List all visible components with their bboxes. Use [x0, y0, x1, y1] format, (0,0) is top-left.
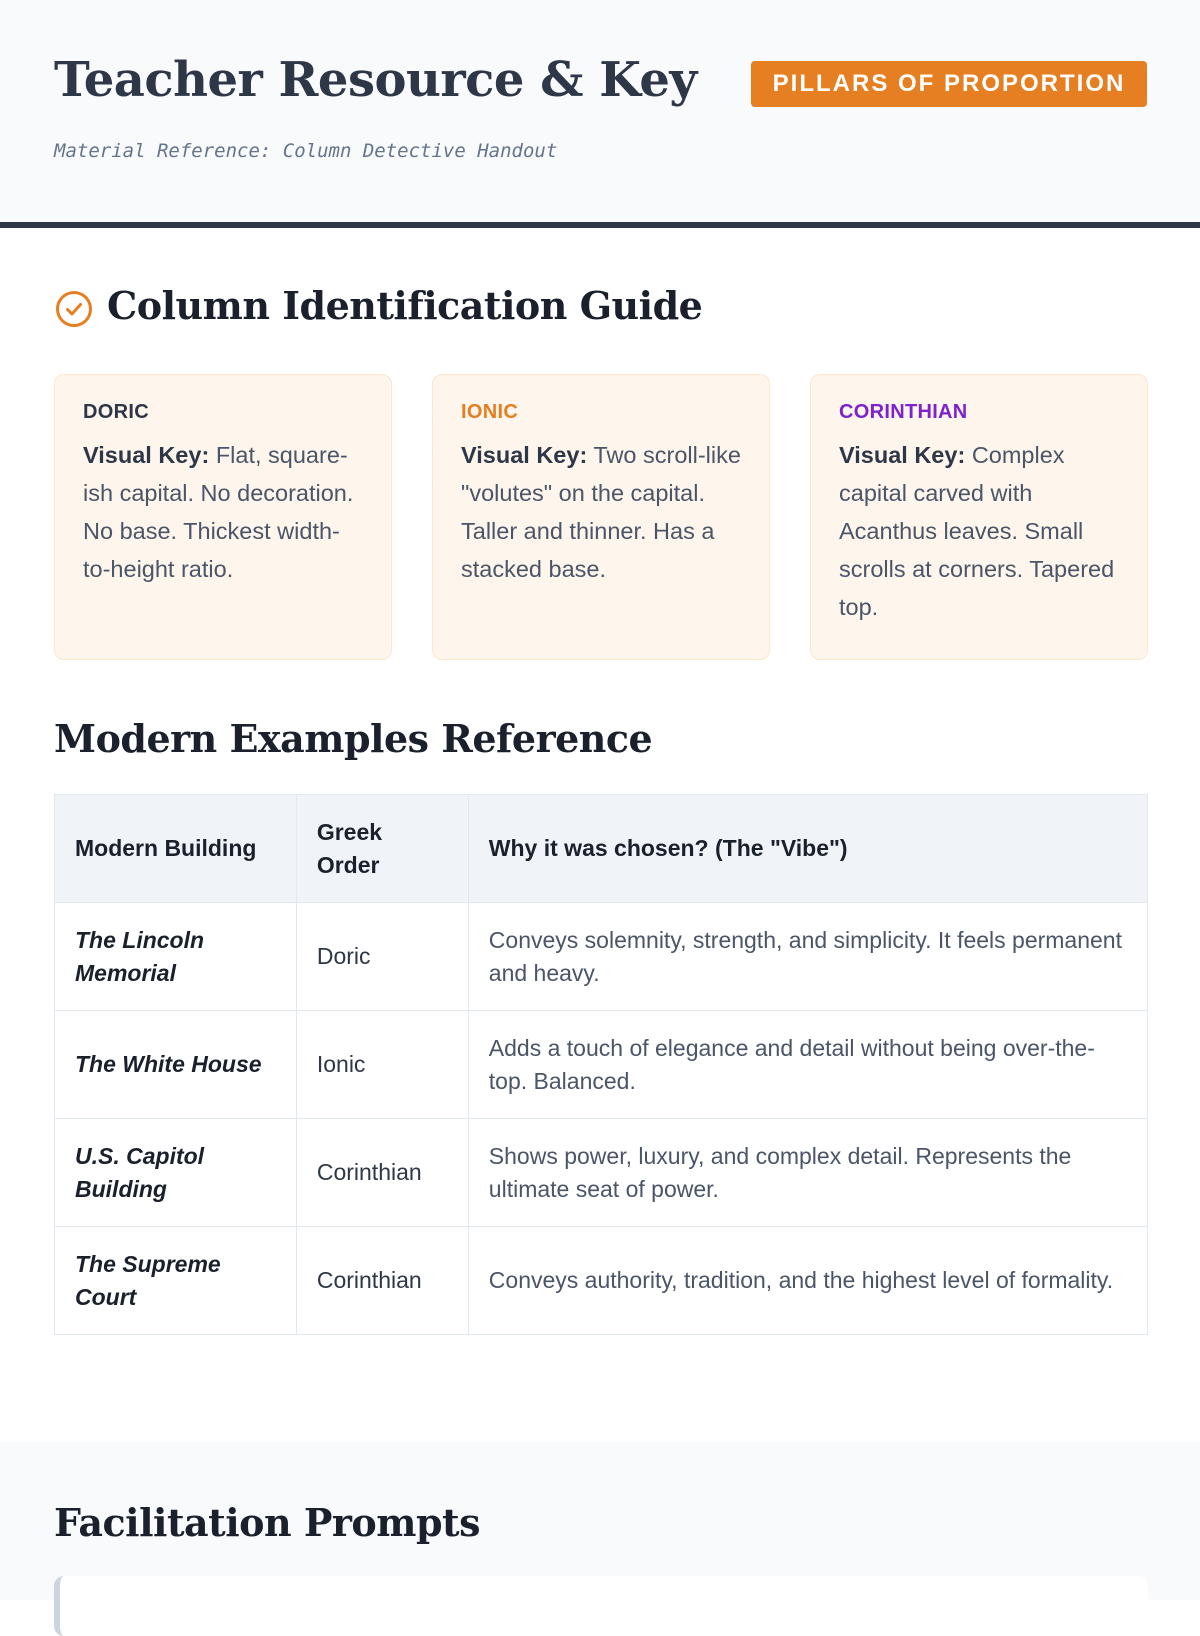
- column-header-reason: Why it was chosen? (The "Vibe"): [468, 795, 1147, 903]
- examples-table: [54, 794, 1148, 1335]
- reason-cell: Conveys solemnity, strength, and simplicity. It feels permanent and heavy.: [468, 903, 1147, 1011]
- order-cell: Corinthian: [296, 1227, 468, 1335]
- examples-title: Modern Examples Reference: [54, 716, 653, 761]
- visual-key-label: Visual Key:: [83, 442, 210, 468]
- table-row: [55, 1119, 1148, 1227]
- order-description-text: Complex capital carved with Acanthus leaves. Small scrolls at corners. Tapered top.: [839, 442, 1115, 620]
- facilitation-title: Facilitation Prompts: [54, 1500, 480, 1545]
- building-cell: The Lincoln Memorial: [55, 903, 297, 1011]
- order-description-text: Flat, square-ish capital. No decoration. No base. Thickest width-to-height ratio.: [83, 442, 354, 582]
- order-card-doric: [54, 374, 392, 660]
- visual-key-label: Visual Key:: [461, 442, 588, 468]
- order-description: [461, 436, 741, 588]
- order-description: [83, 436, 363, 588]
- column-header-building: Modern Building: [55, 795, 297, 903]
- order-name: DORIC: [83, 401, 149, 423]
- table-header-row: [55, 795, 1148, 903]
- order-card-ionic: [432, 374, 770, 660]
- visual-key-label: Visual Key:: [839, 442, 966, 468]
- guide-title: Column Identification Guide: [107, 283, 703, 328]
- order-description: [839, 436, 1119, 626]
- page-header: [0, 0, 1200, 228]
- prompt-card: [54, 1576, 1148, 1636]
- order-description-text: Two scroll-like "volutes" on the capital. Taller and thinner. Has a stacked base.: [461, 442, 741, 582]
- material-reference: Material Reference: Column Detective Handout: [54, 140, 558, 162]
- order-name: CORINTHIAN: [839, 401, 968, 423]
- building-cell: The White House: [55, 1011, 297, 1119]
- order-cell: Ionic: [296, 1011, 468, 1119]
- reason-cell: Shows power, luxury, and complex detail. Represents the ultimate seat of power.: [468, 1119, 1147, 1227]
- reason-cell: Adds a touch of elegance and detail without being over-the-top. Balanced.: [468, 1011, 1147, 1119]
- order-name: IONIC: [461, 401, 519, 423]
- order-cell: Doric: [296, 903, 468, 1011]
- building-cell: The Supreme Court: [55, 1227, 297, 1335]
- column-header-order: Greek Order: [296, 795, 468, 903]
- page-title: Teacher Resource & Key: [54, 52, 697, 108]
- lesson-badge: PILLARS OF PROPORTION: [751, 61, 1147, 107]
- order-card-corinthian: [810, 374, 1148, 660]
- check-circle-icon: [55, 290, 93, 328]
- order-cell: Corinthian: [296, 1119, 468, 1227]
- table-row: [55, 903, 1148, 1011]
- table-row: [55, 1227, 1148, 1335]
- reason-cell: Conveys authority, tradition, and the highest level of formality.: [468, 1227, 1147, 1335]
- table-row: [55, 1011, 1148, 1119]
- building-cell: U.S. Capitol Building: [55, 1119, 297, 1227]
